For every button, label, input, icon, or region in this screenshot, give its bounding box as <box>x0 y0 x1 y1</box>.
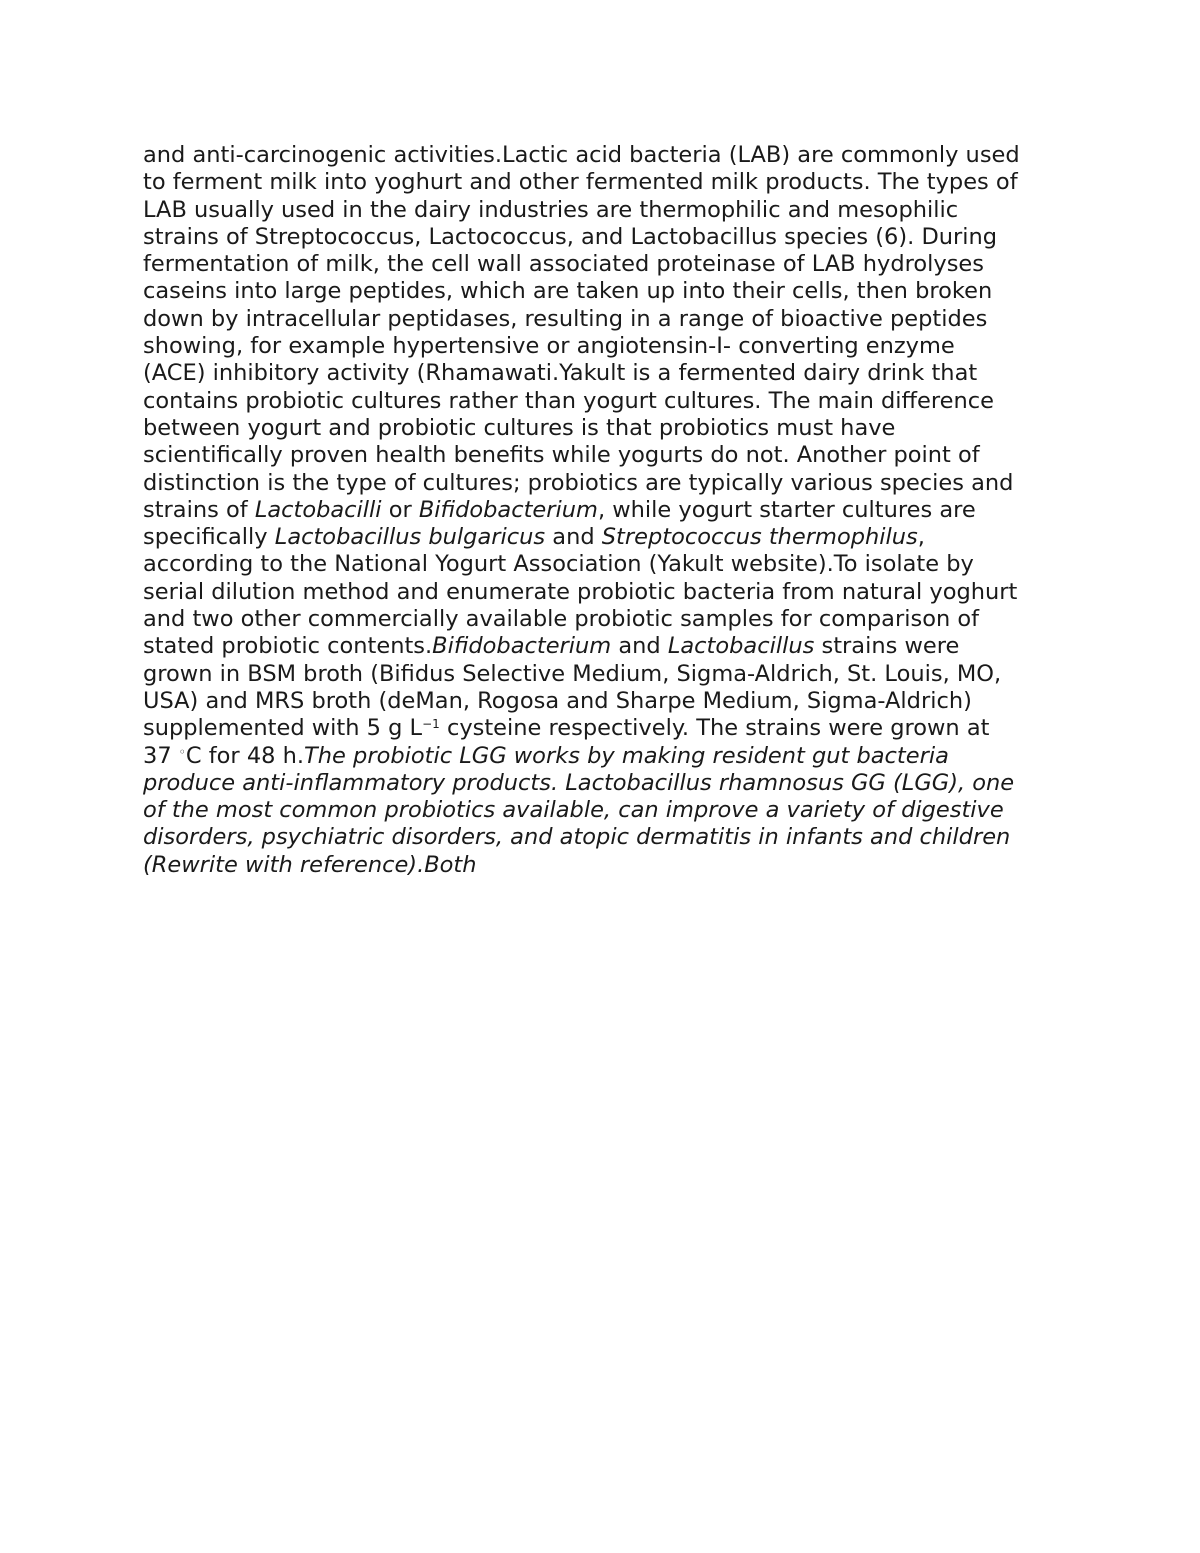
text-run: fermentation of milk, the cell wall associated proteinase of LAB hydrolyses <box>143 251 984 278</box>
text-run: to ferment milk into yoghurt and other fermented milk products. The types of <box>143 169 1018 196</box>
text-run: and <box>611 633 668 660</box>
text-run: grown in BSM broth (Bifidus Selective Medium, Sigma-Aldrich, St. Louis, MO, <box>143 660 1002 687</box>
italic-text: disorders, psychiatric disorders, and atopic dermatitis in infants and children <box>143 824 1011 851</box>
text-line <box>143 224 1068 251</box>
text-run: showing, for example hypertensive or angiotensin-I- converting enzyme <box>143 333 955 360</box>
text-run: serial dilution method and enumerate probiotic bacteria from natural yoghurt <box>143 578 1018 605</box>
text-line <box>143 852 1068 879</box>
text-run: C for 48 h. <box>185 742 305 769</box>
superscript: ◦ <box>178 744 186 759</box>
text-line <box>143 579 1068 606</box>
text-run: contains probiotic cultures rather than yogurt cultures. The main difference <box>143 387 994 414</box>
text-run: USA) and MRS broth (deMan, Rogosa and Sharpe Medium, Sigma-Aldrich) <box>143 687 972 714</box>
text-line <box>143 251 1068 278</box>
text-run: caseins into large peptides, which are taken up into their cells, then broken <box>143 278 993 305</box>
text-line <box>143 688 1068 715</box>
text-line <box>143 497 1068 524</box>
text-run: strains were <box>814 633 960 660</box>
text-line <box>143 333 1068 360</box>
italic-text: Lactobacilli <box>254 496 382 523</box>
italic-text: The probiotic LGG works by making resident gut bacteria <box>304 742 949 769</box>
text-line <box>143 824 1068 851</box>
body-text <box>143 142 1068 879</box>
text-line <box>143 743 1068 770</box>
text-run: strains of <box>143 496 255 523</box>
text-line <box>143 633 1068 660</box>
text-run: , while yogurt starter cultures are <box>597 496 976 523</box>
text-run: down by intracellular peptidases, resulting in a range of bioactive peptides <box>143 305 988 332</box>
text-run: according to the National Yogurt Association (Yakult website).To isolate by <box>143 551 974 578</box>
text-run: and <box>545 524 602 551</box>
text-line <box>143 524 1068 551</box>
text-run: scientifically proven health benefits while yogurts do not. Another point of <box>143 442 980 469</box>
text-run: specifically <box>143 524 275 551</box>
italic-text: produce anti-inflammatory products. Lactobacillus rhamnosus GG (LGG), one <box>143 769 1015 796</box>
text-line <box>143 142 1068 169</box>
text-line <box>143 388 1068 415</box>
italic-text: Lactobacillus bulgaricus <box>274 524 546 551</box>
superscript: −1 <box>422 717 440 732</box>
text-line <box>143 551 1068 578</box>
text-line <box>143 797 1068 824</box>
italic-text: Streptococcus thermophilus <box>601 524 918 551</box>
text-line <box>143 661 1068 688</box>
text-line <box>143 278 1068 305</box>
text-run: and two other commercially available probiotic samples for comparison of <box>143 606 980 633</box>
text-line <box>143 197 1068 224</box>
text-run: strains of Streptococcus, Lactococcus, and Lactobacillus species (6). During <box>143 223 998 250</box>
italic-text: of the most common probiotics available, can improve a variety of digestive <box>143 797 1004 824</box>
text-run: and anti-carcinogenic activities.Lactic acid bacteria (LAB) are commonly used <box>143 142 1020 168</box>
text-run: or <box>381 496 419 523</box>
text-run: cysteine respectively. The strains were grown at <box>439 715 990 742</box>
text-run: 37 <box>143 742 179 769</box>
italic-text: Bifidobacterium <box>432 633 612 660</box>
text-line <box>143 770 1068 797</box>
text-line <box>143 360 1068 387</box>
text-line <box>143 306 1068 333</box>
text-run: , <box>917 524 925 551</box>
text-line <box>143 415 1068 442</box>
italic-text: Lactobacillus <box>667 633 815 660</box>
text-run: stated probiotic contents. <box>143 633 433 660</box>
text-line <box>143 442 1068 469</box>
text-line <box>143 470 1068 497</box>
text-run: (ACE) inhibitory activity (Rhamawati.Yakult is a fermented dairy drink that <box>143 360 978 387</box>
text-run: supplemented with 5 g L <box>143 715 423 742</box>
text-run: between yogurt and probiotic cultures is that probiotics must have <box>143 414 896 441</box>
text-line <box>143 169 1068 196</box>
italic-text: Bifidobacterium <box>418 496 598 523</box>
italic-text: (Rewrite with reference).Both <box>143 851 477 878</box>
text-run: distinction is the type of cultures; probiotics are typically various species and <box>143 469 1014 496</box>
text-run: LAB usually used in the dairy industries are thermophilic and mesophilic <box>143 196 959 223</box>
text-line <box>143 606 1068 633</box>
text-line <box>143 715 1068 742</box>
